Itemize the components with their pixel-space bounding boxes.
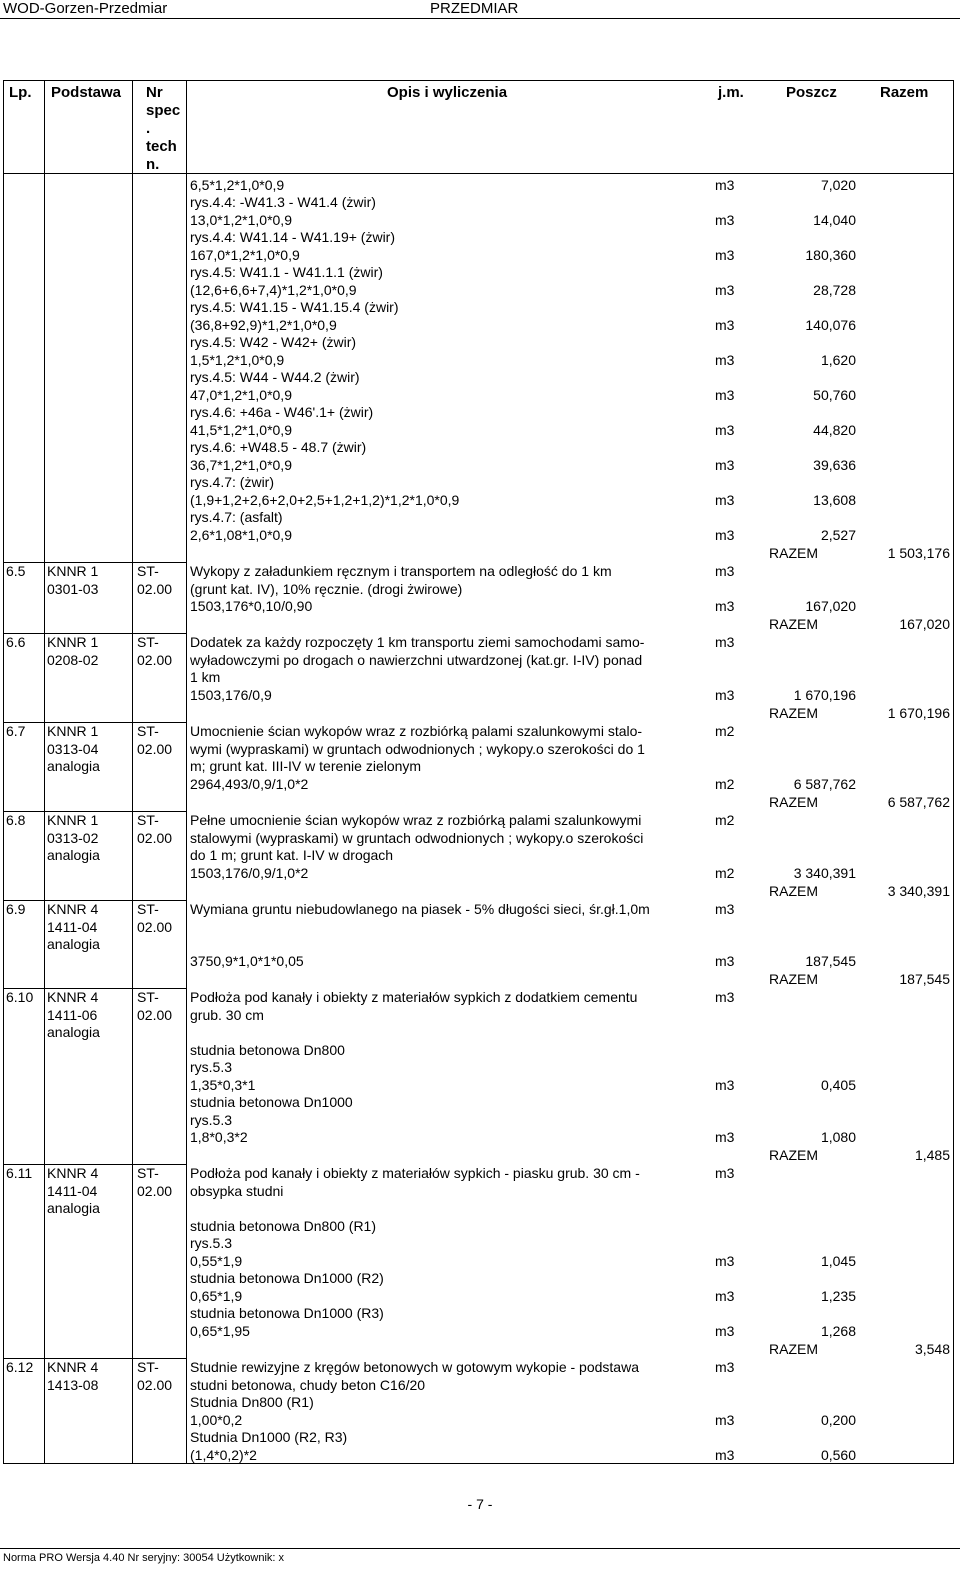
cell-podstawa: 1413-08 (47, 1377, 99, 1393)
cell-podstawa: 1411-04 (47, 1183, 98, 1199)
cell-jm: m3 (715, 1447, 735, 1463)
cell-opis: studnia betonowa Dn800 (190, 1042, 345, 1058)
cell-opis: 1503,176/0,9 (190, 687, 272, 703)
cell-poszcz: 28,728 (813, 282, 856, 298)
cell-opis: rys.5.3 (190, 1059, 233, 1075)
cell-razem: 187,545 (899, 971, 950, 987)
cell-jm: m3 (715, 1129, 735, 1145)
cell-opis: (1,4*0,2)*2 (190, 1447, 257, 1463)
cell-opis: 2,6*1,08*1,0*0,9 (190, 527, 292, 543)
cell-jm: m3 (715, 492, 735, 508)
cell-lp: 6.10 (6, 989, 34, 1005)
cell-jm: m3 (715, 352, 735, 368)
cell-podstawa: analogia (47, 1024, 100, 1040)
cell-razem: 3,548 (914, 1341, 950, 1357)
cell-jm: m3 (715, 387, 735, 403)
cell-nr-spec: 02.00 (137, 581, 173, 597)
cell-poszcz: 1,045 (820, 1253, 856, 1269)
cell-opis: 1 km (190, 669, 221, 685)
cell-poszcz: 44,820 (813, 422, 856, 438)
cell-jm: m3 (715, 687, 735, 703)
cell-jm: m2 (715, 776, 735, 792)
cell-razem: 167,020 (899, 616, 950, 632)
cell-opis: studni betonowa, chudy beton C16/20 (190, 1377, 426, 1393)
cell-opis: Wymiana gruntu niebudowlanego na piasek - 5% długości sieci, śr.gł.1,0m (190, 901, 650, 917)
cell-podstawa: analogia (47, 758, 100, 774)
cell-podstawa: 0313-02 (47, 830, 99, 846)
cell-opis: Studnia Dn1000 (R2, R3) (190, 1429, 348, 1445)
cell-opis: 1,5*1,2*1,0*0,9 (190, 352, 285, 368)
cell-razem: 1 503,176 (887, 545, 950, 561)
cell-nr-spec: ST- (137, 634, 159, 650)
cell-lp: 6.9 (6, 901, 26, 917)
cell-poszcz: 1,620 (820, 352, 856, 368)
column-header-lp: Lp. (9, 84, 32, 101)
razem-label: RAZEM (769, 705, 818, 721)
cell-opis: 3750,9*1,0*1*0,05 (190, 953, 304, 969)
razem-label: RAZEM (769, 545, 818, 561)
cell-razem: 1 670,196 (887, 705, 950, 721)
cell-opis: (1,9+1,2+2,6+2,0+2,5+1,2+1,2)*1,2*1,0*0,9 (190, 492, 460, 508)
cell-poszcz: 0,200 (820, 1412, 856, 1428)
cell-poszcz: 1,080 (820, 1129, 856, 1145)
column-header-jm: j.m. (718, 84, 744, 101)
cell-nr-spec: ST- (137, 1359, 159, 1375)
cell-razem: 6 587,762 (887, 794, 950, 810)
cell-podstawa: 0313-04 (47, 741, 99, 757)
cell-poszcz: 1,268 (820, 1323, 856, 1339)
cell-nr-spec: ST- (137, 563, 159, 579)
cell-podstawa: KNNR 4 (47, 1359, 99, 1375)
cell-podstawa: analogia (47, 1200, 100, 1216)
cell-podstawa: analogia (47, 936, 100, 952)
cell-jm: m3 (715, 598, 735, 614)
footer-software-info: Norma PRO Wersja 4.40 Nr seryjny: 30054 Użytkownik: x (3, 1552, 284, 1564)
razem-label: RAZEM (769, 971, 818, 987)
cell-razem: 1,485 (914, 1147, 950, 1163)
cell-opis: do 1 m; grunt kat. I-IV w drogach (190, 847, 394, 863)
cell-jm: m3 (715, 1412, 735, 1428)
cell-opis: Pełne umocnienie ścian wykopów wraz z rozbiórką palami szalunkowymi (190, 812, 642, 828)
cell-jm: m3 (715, 1288, 735, 1304)
cell-poszcz: 6 587,762 (793, 776, 856, 792)
cell-jm: m3 (715, 177, 735, 193)
cell-poszcz: 1 670,196 (793, 687, 856, 703)
cell-opis: 47,0*1,2*1,0*0,9 (190, 387, 292, 403)
cell-poszcz: 13,608 (813, 492, 856, 508)
cell-nr-spec: ST- (137, 989, 159, 1005)
cell-opis: 1,8*0,3*2 (190, 1129, 248, 1145)
cell-opis: (grunt kat. IV), 10% ręcznie. (drogi żwirowe) (190, 581, 463, 597)
cell-podstawa: KNNR 1 (47, 723, 99, 739)
cell-opis: 1,00*0,2 (190, 1412, 243, 1428)
cell-poszcz: 50,760 (813, 387, 856, 403)
cell-jm: m3 (715, 1253, 735, 1269)
cell-podstawa: KNNR 1 (47, 563, 99, 579)
cell-podstawa: KNNR 4 (47, 989, 99, 1005)
cell-nr-spec: 02.00 (137, 741, 173, 757)
cell-opis: rys.4.6: +46a - W46'.1+ (żwir) (190, 404, 374, 420)
cell-opis: rys.4.6: +W48.5 - 48.7 (żwir) (190, 439, 367, 455)
column-header-poszcz: Poszcz (786, 84, 837, 101)
cell-opis: (36,8+92,9)*1,2*1,0*0,9 (190, 317, 337, 333)
cell-poszcz: 140,076 (805, 317, 856, 333)
cell-poszcz: 39,636 (813, 457, 856, 473)
cell-poszcz: 1,235 (820, 1288, 856, 1304)
cell-jm: m3 (715, 1359, 735, 1375)
column-header-opis: Opis i wyliczenia (387, 84, 508, 101)
cell-nr-spec: 02.00 (137, 1183, 173, 1199)
cell-opis: studnia betonowa Dn1000 (R2) (190, 1270, 384, 1286)
cell-opis: Studnie rewizyjne z kręgów betonowych w gotowym wykopie - podstawa (190, 1359, 639, 1375)
cell-nr-spec: 02.00 (137, 1377, 173, 1393)
cell-opis: 1,35*0,3*1 (190, 1077, 256, 1093)
cell-opis: 41,5*1,2*1,0*0,9 (190, 422, 292, 438)
cell-razem: 3 340,391 (887, 883, 950, 899)
cell-nr-spec: 02.00 (137, 919, 173, 935)
cell-podstawa: 0301-03 (47, 581, 99, 597)
column-header-razem: Razem (880, 84, 929, 101)
cell-podstawa: KNNR 1 (47, 634, 99, 650)
cell-lp: 6.6 (6, 634, 26, 650)
cell-podstawa: 1411-06 (47, 1007, 98, 1023)
cell-opis: 167,0*1,2*1,0*0,9 (190, 247, 300, 263)
cell-podstawa: KNNR 4 (47, 901, 99, 917)
cell-opis: (12,6+6,6+7,4)*1,2*1,0*0,9 (190, 282, 357, 298)
cell-opis: Dodatek za każdy rozpoczęty 1 km transportu ziemi samochodami samo- (190, 634, 645, 650)
cell-opis: rys.4.5: W44 - W44.2 (żwir) (190, 369, 360, 385)
cell-opis: 1503,176*0,10/0,90 (190, 598, 313, 614)
cell-opis: 0,65*1,95 (190, 1323, 250, 1339)
cell-opis: Wykopy z załadunkiem ręcznym i transportem na odległość do 1 km (190, 563, 612, 579)
cell-poszcz: 7,020 (820, 177, 856, 193)
cell-opis: Podłoża pod kanały i obiekty z materiałów sypkich z dodatkiem cementu (190, 989, 638, 1005)
table-border (4, 81, 954, 1464)
cell-nr-spec: 02.00 (137, 1007, 173, 1023)
cell-opis: 36,7*1,2*1,0*0,9 (190, 457, 292, 473)
cell-jm: m3 (715, 457, 735, 473)
cell-poszcz: 3 340,391 (793, 865, 856, 881)
cell-opis: 1503,176/0,9/1,0*2 (190, 865, 309, 881)
cell-podstawa: 1411-04 (47, 919, 98, 935)
cell-jm: m3 (715, 282, 735, 298)
table-grid-lines (4, 81, 954, 1464)
cell-opis: rys.4.5: W42 - W42+ (żwir) (190, 334, 357, 350)
cell-opis: 0,55*1,9 (190, 1253, 243, 1269)
cell-jm: m3 (715, 247, 735, 263)
footer-rule (0, 1548, 960, 1549)
cell-jm: m3 (715, 634, 735, 650)
cell-podstawa: analogia (47, 847, 100, 863)
cell-opis: 6,5*1,2*1,0*0,9 (190, 177, 285, 193)
cell-opis: rys.4.5: W41.15 - W41.15.4 (żwir) (190, 299, 399, 315)
cell-lp: 6.7 (6, 723, 26, 739)
cell-jm: m3 (715, 989, 735, 1005)
cell-jm: m2 (715, 812, 735, 828)
column-header-podstawa: Podstawa (51, 84, 122, 101)
cell-opis: studnia betonowa Dn1000 (R3) (190, 1305, 384, 1321)
cell-poszcz: 180,360 (805, 247, 856, 263)
cell-jm: m2 (715, 865, 735, 881)
cell-jm: m3 (715, 1165, 735, 1181)
cell-jm: m3 (715, 901, 735, 917)
cell-podstawa: KNNR 1 (47, 812, 99, 828)
cell-opis: rys.4.5: W41.1 - W41.1.1 (żwir) (190, 264, 383, 280)
cell-lp: 6.5 (6, 563, 26, 579)
cell-nr-spec: 02.00 (137, 652, 173, 668)
cell-opis: stalowymi (wypraskami) w gruntach odwodnionych ; wykopy.o szerokości (190, 830, 644, 846)
cell-jm: m3 (715, 212, 735, 228)
cell-poszcz: 0,560 (820, 1447, 856, 1463)
cell-nr-spec: ST- (137, 901, 159, 917)
cell-nr-spec: 02.00 (137, 830, 173, 846)
cell-jm: m3 (715, 527, 735, 543)
cell-opis: wyładowczymi po drogach o nawierzchni utwardzonej (kat.gr. I-IV) ponad (190, 652, 643, 668)
cell-opis: m; grunt kat. III-IV w terenie zielonym (190, 758, 422, 774)
cell-jm: m3 (715, 317, 735, 333)
cell-jm: m3 (715, 422, 735, 438)
cell-opis: rys.5.3 (190, 1112, 233, 1128)
cell-opis: studnia betonowa Dn800 (R1) (190, 1218, 377, 1234)
cell-podstawa: 0208-02 (47, 652, 99, 668)
cell-lp: 6.8 (6, 812, 26, 828)
cell-opis: rys.4.7: (żwir) (190, 474, 274, 490)
cell-podstawa: KNNR 4 (47, 1165, 99, 1181)
razem-label: RAZEM (769, 1341, 818, 1357)
cell-opis: obsypka studni (190, 1183, 284, 1199)
cell-opis: Studnia Dn800 (R1) (190, 1394, 314, 1410)
cell-jm: m2 (715, 723, 735, 739)
column-header-nr-spec-techn: Nr spec . tech n. (146, 84, 181, 173)
cell-opis: rys.5.3 (190, 1235, 233, 1251)
header-document-type: PRZEDMIAR (430, 0, 519, 17)
cell-poszcz: 167,020 (805, 598, 856, 614)
header-project-name: WOD-Gorzen-Przedmiar (3, 0, 168, 17)
cell-opis: wymi (wypraskami) w gruntach odwodnionych ; wykopy.o szerokości do 1 (190, 741, 645, 757)
cell-opis: Umocnienie ścian wykopów wraz z rozbiórką palami szalunkowymi stalo- (190, 723, 643, 739)
cell-jm: m3 (715, 563, 735, 579)
razem-label: RAZEM (769, 794, 818, 810)
razem-label: RAZEM (769, 883, 818, 899)
cell-opis: rys.4.4: -W41.3 - W41.4 (żwir) (190, 194, 376, 210)
cell-jm: m3 (715, 1323, 735, 1339)
cell-opis: 13,0*1,2*1,0*0,9 (190, 212, 292, 228)
cell-opis: studnia betonowa Dn1000 (190, 1094, 353, 1110)
cell-opis: rys.4.7: (asfalt) (190, 509, 283, 525)
cell-lp: 6.12 (6, 1359, 34, 1375)
razem-label: RAZEM (769, 1147, 818, 1163)
cell-opis: 0,65*1,9 (190, 1288, 243, 1304)
razem-label: RAZEM (769, 616, 818, 632)
cell-poszcz: 0,405 (820, 1077, 856, 1093)
cell-opis: 2964,493/0,9/1,0*2 (190, 776, 309, 792)
page-number: - 7 - (467, 1496, 493, 1512)
cell-nr-spec: ST- (137, 1165, 159, 1181)
cell-opis: grub. 30 cm (190, 1007, 264, 1023)
cell-poszcz: 187,545 (805, 953, 856, 969)
cell-poszcz: 2,527 (820, 527, 856, 543)
cell-lp: 6.11 (6, 1165, 33, 1181)
cell-nr-spec: ST- (137, 812, 159, 828)
cell-jm: m3 (715, 953, 735, 969)
cell-opis: Podłoża pod kanały i obiekty z materiałów sypkich - piasku grub. 30 cm - (190, 1165, 640, 1181)
cell-jm: m3 (715, 1077, 735, 1093)
position-separators (4, 563, 187, 1359)
cell-nr-spec: ST- (137, 723, 159, 739)
cell-poszcz: 14,040 (813, 212, 856, 228)
cell-opis: rys.4.4: W41.14 - W41.19+ (żwir) (190, 229, 396, 245)
